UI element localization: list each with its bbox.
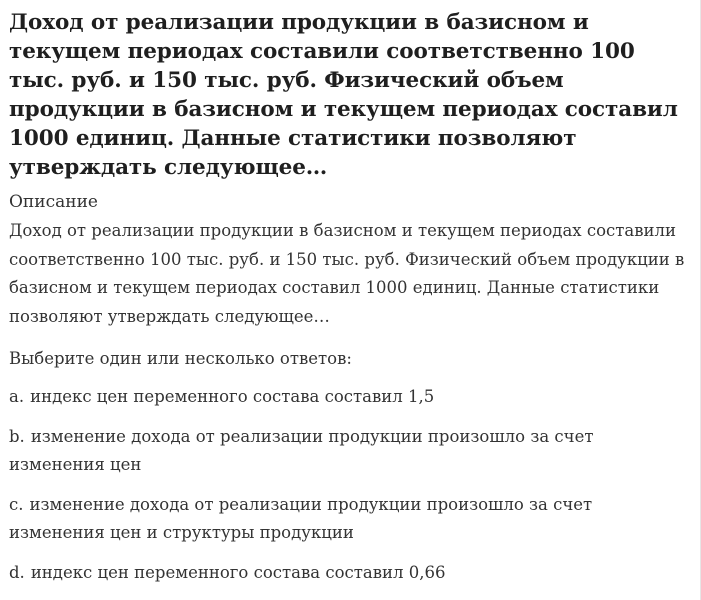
answer-option-b[interactable] <box>9 423 686 479</box>
option-text: изменение дохода от реализации продукции произошло за счет изменения цен <box>9 427 594 474</box>
answer-prompt: Выберите один или несколько ответов: <box>9 349 352 368</box>
option-text: изменение дохода от реализации продукции произошло за счет изменения цен и структуры продукции <box>9 495 593 542</box>
answer-option-a[interactable] <box>9 383 686 411</box>
option-letter: b. <box>9 427 25 446</box>
answer-option-d[interactable] <box>9 559 686 587</box>
question-title: Доход от реализации продукции в базисном и текущем периодах составили соответственно 100 тыс. руб. и 150 тыс. руб. Физический объем продукции в базисном и текущем периодах составил 1000 единиц. Данные статистики позволяют утверждать следующее… <box>9 10 678 180</box>
option-letter: d. <box>9 563 25 582</box>
description-text: Доход от реализации продукции в базисном и текущем периодах составили соответственно 100 тыс. руб. и 150 тыс. руб. Физический объем продукции в базисном и текущем периодах составил 1000 единиц. Данные статистики позволяют утверждать следующее… <box>9 221 685 326</box>
answer-options <box>9 383 686 587</box>
option-letter: a. <box>9 387 25 406</box>
option-text: индекс цен переменного состава составил 1,5 <box>30 387 435 406</box>
description-label: Описание <box>9 192 98 212</box>
option-text: индекс цен переменного состава составил 0,66 <box>30 563 446 582</box>
option-letter: c. <box>9 495 24 514</box>
answer-option-c[interactable] <box>9 491 686 547</box>
